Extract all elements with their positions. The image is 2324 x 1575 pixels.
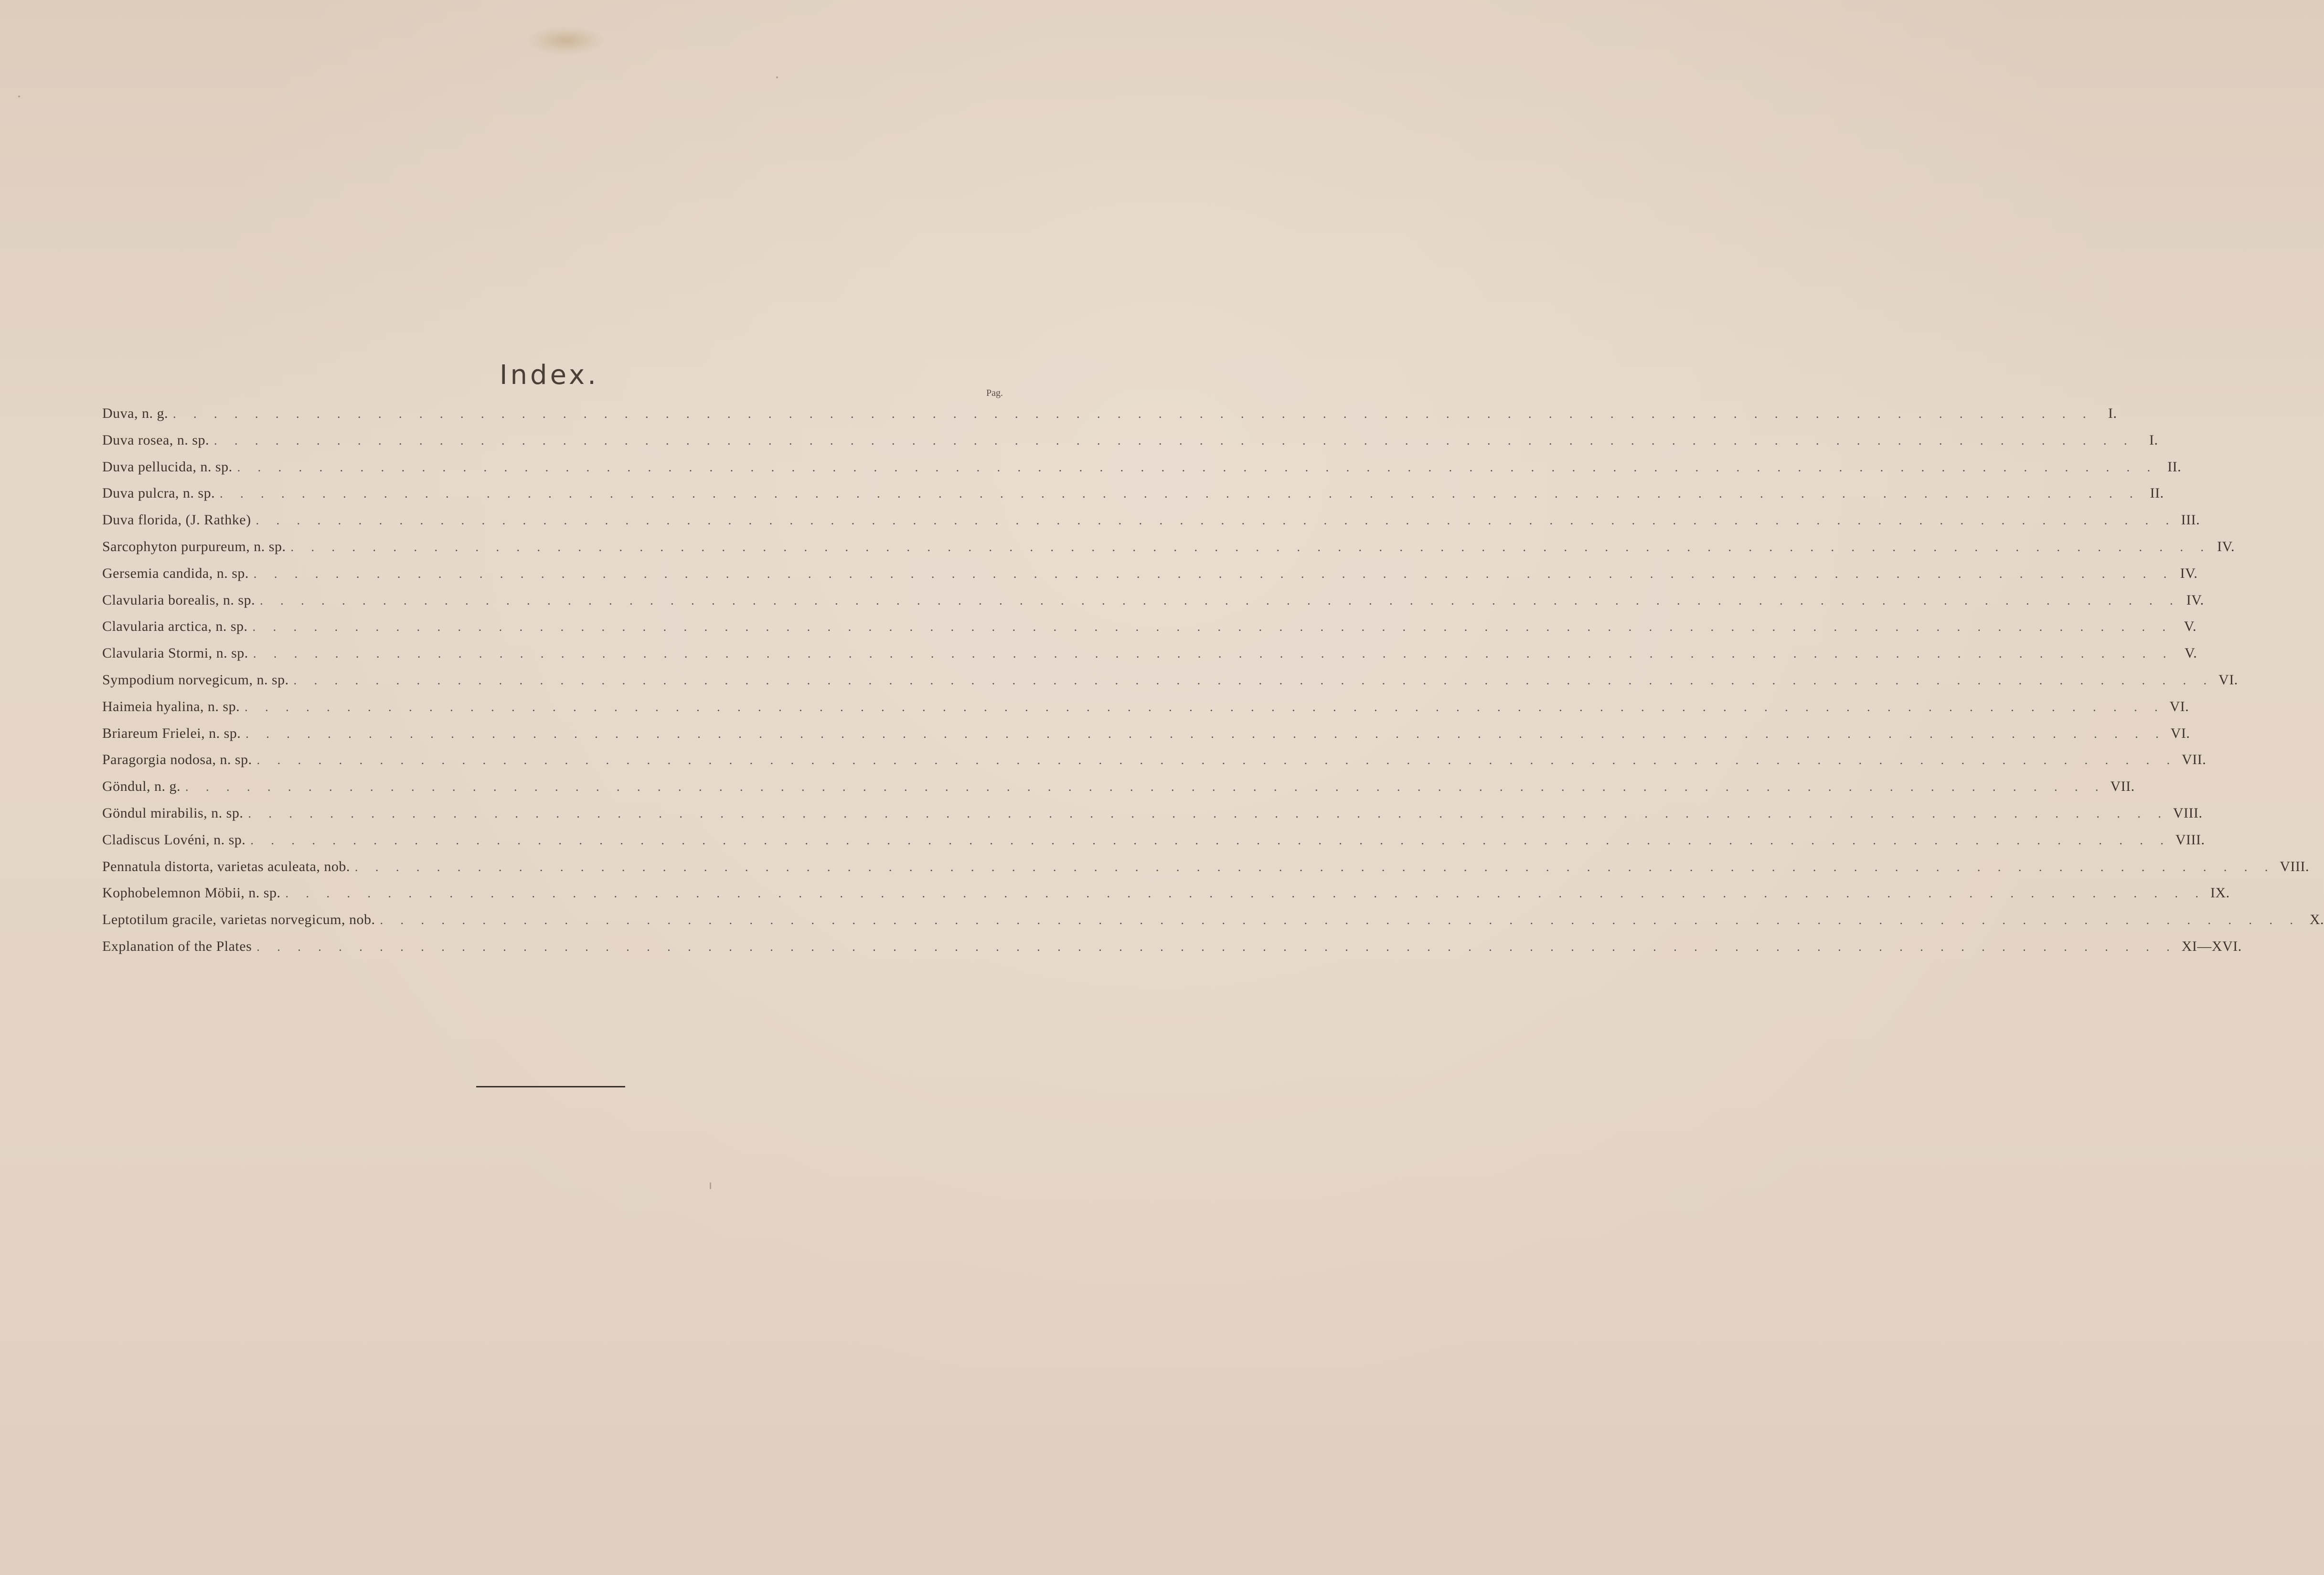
entry-name: Clavularia Stormi, n. sp. bbox=[102, 645, 248, 661]
entry-name: Briareum Frielei, n. sp. bbox=[102, 725, 241, 741]
index-entry bbox=[102, 480, 2164, 507]
entry-name: Paragorgia nodosa, n. sp. bbox=[102, 752, 252, 768]
entry-page-number: VII. bbox=[2110, 778, 2135, 795]
leader-dots: . . . . . . . . . . . . . . . . . . . . . . . . . . . . . . . . . . . . . . . . . . . . . . . . . . . . . . . . . . . . . . . . . . . . . . . . . . . . . . . . . . . . . . . . . . . . . . bbox=[256, 753, 2177, 767]
index-entry bbox=[102, 640, 2197, 667]
entry-page-number: II. bbox=[2150, 485, 2164, 501]
entry-page-number: VIII. bbox=[2173, 805, 2203, 821]
leader-dots: . . . . . . . . . . . . . . . . . . . . . . . . . . . . . . . . . . . . . . . . . . . . . . . . . . . . . . . . . . . . . . . . . . . . . . . . . . . . . . . . . . . . . . . . . . . . . . bbox=[250, 833, 2171, 847]
index-entry bbox=[102, 427, 2158, 454]
entry-page-number: IV. bbox=[2180, 565, 2198, 581]
index-entry bbox=[102, 720, 2190, 747]
entry-name: Sympodium norvegicum, n. sp. bbox=[102, 671, 289, 688]
closing-rule bbox=[476, 1086, 625, 1087]
index-entry bbox=[102, 454, 2182, 480]
entry-page-number: X. bbox=[2309, 912, 2324, 928]
entry-name: Göndul mirabilis, n. sp. bbox=[102, 805, 244, 821]
leader-dots: . . . . . . . . . . . . . . . . . . . . . . . . . . . . . . . . . . . . . . . . . . . . . . . . . . . . . . . . . . . . . . . . . . . . . . . . . . . . . . . . . . . . . . . . . . . . . . bbox=[253, 566, 2174, 581]
index-entry bbox=[102, 800, 2203, 827]
paper-speck bbox=[710, 1182, 711, 1189]
entry-page-number: VIII. bbox=[2175, 831, 2205, 848]
index-entry bbox=[102, 667, 2238, 693]
index-list bbox=[102, 400, 2324, 960]
entry-name: Duva, n. g. bbox=[102, 405, 168, 421]
index-entry bbox=[102, 933, 2242, 960]
entry-page-number: III. bbox=[2181, 512, 2200, 528]
leader-dots: . . . . . . . . . . . . . . . . . . . . . . . . . . . . . . . . . . . . . . . . . . . . . . . . . . . . . . . . . . . . . . . . . . . . . . . . . . . . . . . . . . . . . . . . . . . . . . bbox=[256, 939, 2177, 954]
leader-dots: . . . . . . . . . . . . . . . . . . . . . . . . . . . . . . . . . . . . . . . . . . . . . . . . . . . . . . . . . . . . . . . . . . . . . . . . . . . . . . . . . . . . . . . . . . . . . . bbox=[260, 593, 2180, 607]
leader-dots: . . . . . . . . . . . . . . . . . . . . . . . . . . . . . . . . . . . . . . . . . . . . . . . . . . . . . . . . . . . . . . . . . . . . . . . . . . . . . . . . . . . . . . . . . . . . . . bbox=[290, 540, 2211, 554]
leader-dots: . . . . . . . . . . . . . . . . . . . . . . . . . . . . . . . . . . . . . . . . . . . . . . . . . . . . . . . . . . . . . . . . . . . . . . . . . . . . . . . . . . . . . . . . . . . . . . bbox=[245, 700, 2165, 714]
leader-dots: . . . . . . . . . . . . . . . . . . . . . . . . . . . . . . . . . . . . . . . . . . . . . . . . . . . . . . . . . . . . . . . . . . . . . . . . . . . . . . . . . . . . . . . . . . . . . . bbox=[256, 513, 2176, 528]
entry-name: Cladiscus Lovéni, n. sp. bbox=[102, 831, 246, 848]
paper-stain bbox=[528, 26, 604, 55]
index-entry bbox=[102, 827, 2205, 853]
entry-name: Duva florida, (J. Rathke) bbox=[102, 512, 251, 528]
index-entry bbox=[102, 906, 2324, 933]
entry-name: Clavularia borealis, n. sp. bbox=[102, 592, 256, 608]
entry-page-number: V. bbox=[2184, 618, 2197, 635]
page-title: Index. bbox=[500, 359, 599, 391]
entry-name: Gersemia candida, n. sp. bbox=[102, 565, 249, 581]
leader-dots: . . . . . . . . . . . . . . . . . . . . . . . . . . . . . . . . . . . . . . . . . . . . . . . . . . . . . . . . . . . . . . . . . . . . . . . . . . . . . . . . . . . . . . . . . . . . . . bbox=[253, 647, 2174, 661]
entry-name: Pennatula distorta, varietas aculeata, nob. bbox=[102, 858, 350, 874]
entry-page-number: V. bbox=[2185, 645, 2197, 661]
index-entry bbox=[102, 853, 2309, 880]
leader-dots: . . . . . . . . . . . . . . . . . . . . . . . . . . . . . . . . . . . . . . . . . . . . . . . . . . . . . . . . . . . . . . . . . . . . . . . . . . . . . . . . . . . . . . . . . . . . . . bbox=[245, 726, 2166, 741]
entry-page-number: VI. bbox=[2169, 698, 2189, 714]
leader-dots: . . . . . . . . . . . . . . . . . . . . . . . . . . . . . . . . . . . . . . . . . . . . . . . . . . . . . . . . . . . . . . . . . . . . . . . . . . . . . . . . . . . . . . . . . . . . . . bbox=[185, 780, 2106, 794]
index-entry bbox=[102, 507, 2200, 533]
entry-name: Sarcophyton purpureum, n. sp. bbox=[102, 538, 286, 554]
index-entry bbox=[102, 560, 2198, 587]
leader-dots: . . . . . . . . . . . . . . . . . . . . . . . . . . . . . . . . . . . . . . . . . . . . . . . . . . . . . . . . . . . . . . . . . . . . . . . . . . . . . . . . . . . . . . . . . . . . . . bbox=[252, 620, 2173, 634]
entry-name: Clavularia arctica, n. sp. bbox=[102, 618, 248, 635]
leader-dots: . . . . . . . . . . . . . . . . . . . . . . . . . . . . . . . . . . . . . . . . . . . . . . . . . . . . . . . . . . . . . . . . . . . . . . . . . . . . . . . . . . . . . . . . . . . . . . bbox=[354, 860, 2275, 874]
index-entry bbox=[102, 773, 2135, 800]
entry-page-number: II. bbox=[2167, 458, 2182, 475]
entry-name: Duva pulcra, n. sp. bbox=[102, 485, 215, 501]
entry-page-number: IV. bbox=[2217, 538, 2235, 554]
entry-name: Explanation of the Plates bbox=[102, 938, 252, 954]
index-entry bbox=[102, 400, 2117, 427]
leader-dots: . . . . . . . . . . . . . . . . . . . . . . . . . . . . . . . . . . . . . . . . . . . . . . . . . . . . . . . . . . . . . . . . . . . . . . . . . . . . . . . . . . . . . . . . . . . . . . bbox=[293, 673, 2214, 687]
entry-name: Duva pellucida, n. sp. bbox=[102, 458, 233, 475]
entry-page-number: IX. bbox=[2210, 885, 2230, 901]
index-entry bbox=[102, 693, 2189, 720]
page-column-label: Pag. bbox=[986, 388, 1003, 398]
entry-page-number: VIII. bbox=[2280, 858, 2309, 874]
leader-dots: . . . . . . . . . . . . . . . . . . . . . . . . . . . . . . . . . . . . . . . . . . . . . . . . . . . . . . . . . . . . . . . . . . . . . . . . . . . . . . . . . . . . . . . . . . . . . . bbox=[213, 433, 2134, 447]
index-entry bbox=[102, 880, 2230, 906]
leader-dots: . . . . . . . . . . . . . . . . . . . . . . . . . . . . . . . . . . . . . . . . . . . . . . . . . . . . . . . . . . . . . . . . . . . . . . . . . . . . . . . . . . . . . . . . . . . . . . bbox=[172, 407, 2093, 421]
entry-name: Haimeia hyalina, n. sp. bbox=[102, 698, 240, 714]
entry-page-number: IV. bbox=[2186, 592, 2204, 608]
entry-name: Göndul, n. g. bbox=[102, 778, 181, 795]
leader-dots: . . . . . . . . . . . . . . . . . . . . . . . . . . . . . . . . . . . . . . . . . . . . . . . . . . . . . . . . . . . . . . . . . . . . . . . . . . . . . . . . . . . . . . . . . . . . . . bbox=[248, 806, 2168, 820]
paper-speck bbox=[18, 96, 20, 97]
entry-page-number: VI. bbox=[2218, 671, 2238, 688]
index-entry bbox=[102, 746, 2207, 773]
leader-dots: . . . . . . . . . . . . . . . . . . . . . . . . . . . . . . . . . . . . . . . . . . . . . . . . . . . . . . . . . . . . . . . . . . . . . . . . . . . . . . . . . . . . . . . . . . . . . . bbox=[380, 913, 2300, 927]
entry-name: Kophobelemnon Möbii, n. sp. bbox=[102, 885, 281, 901]
entry-name: Leptotilum gracile, varietas norvegicum, nob. bbox=[102, 912, 375, 928]
entry-page-number: VI. bbox=[2170, 725, 2190, 741]
index-entry bbox=[102, 587, 2204, 614]
leader-dots: . . . . . . . . . . . . . . . . . . . . . . . . . . . . . . . . . . . . . . . . . . . . . . . . . . . . . . . . . . . . . . . . . . . . . . . . . . . . . . . . . . . . . . . . . . . . . . bbox=[220, 487, 2140, 501]
paper-speck bbox=[776, 76, 778, 78]
index-entry bbox=[102, 613, 2197, 640]
index-entry bbox=[102, 533, 2235, 560]
entry-page-number: I. bbox=[2108, 405, 2117, 421]
entry-page-number: I. bbox=[2149, 432, 2158, 448]
entry-page-number: VII. bbox=[2182, 752, 2207, 768]
entry-name: Duva rosea, n. sp. bbox=[102, 432, 209, 448]
leader-dots: . . . . . . . . . . . . . . . . . . . . . . . . . . . . . . . . . . . . . . . . . . . . . . . . . . . . . . . . . . . . . . . . . . . . . . . . . . . . . . . . . . . . . . . . . . . . . . bbox=[285, 886, 2206, 901]
entry-page-number: XI—XVI. bbox=[2181, 938, 2242, 954]
leader-dots: . . . . . . . . . . . . . . . . . . . . . . . . . . . . . . . . . . . . . . . . . . . . . . . . . . . . . . . . . . . . . . . . . . . . . . . . . . . . . . . . . . . . . . . . . . . . . . bbox=[237, 460, 2158, 474]
